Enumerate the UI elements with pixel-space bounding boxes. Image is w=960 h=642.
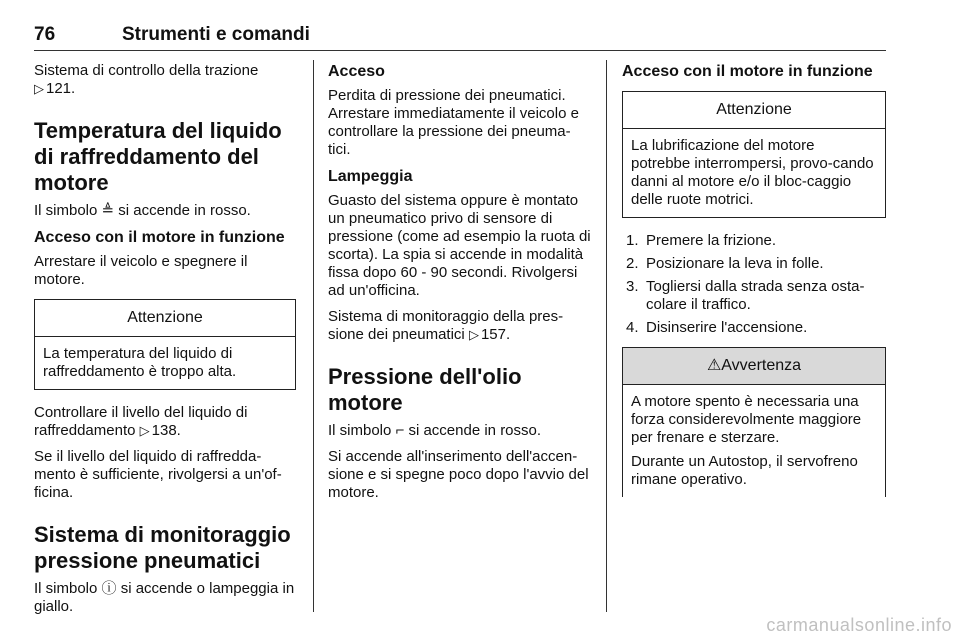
fault-paragraph: Guasto del sistema oppure è montato un pneumatico privo di sensore di pressione (come ad esempio la ruota di scorta). La spia si accende in modalità fissa dopo 60 - 90 secondi. Rivolgersi ad un'officina. <box>328 192 591 299</box>
column-2 <box>328 62 592 510</box>
watermark: carmanualsonline.info <box>766 615 952 635</box>
stop-paragraph: Arrestare il veicolo e spegnere il motore. <box>34 253 248 288</box>
page-link[interactable]: 157. <box>480 326 511 343</box>
warning-box <box>622 347 886 497</box>
heading-tyre-pressure-monitoring: Sistema di monitoraggio pressione pneumatici <box>34 522 291 573</box>
heading-coolant-temperature: Temperatura del liquido di raffreddamento del motore <box>34 118 282 195</box>
column-divider <box>313 60 314 612</box>
warning-text: A motore spento è necessaria una forza considerevolmente maggiore per frenare e sterzare. <box>631 393 862 446</box>
heading-on: Acceso <box>328 63 385 80</box>
oil-can-icon: ⌐ <box>395 422 405 439</box>
oil-paragraph: Il simbolo ⌐ si accende in rosso. <box>328 422 542 439</box>
list-item: 2. Posizionare la leva in folle. <box>626 255 824 272</box>
page-number: 76 <box>34 24 56 45</box>
column-divider <box>606 60 607 612</box>
page-title: Strumenti e comandi <box>122 24 310 45</box>
heading-oil-pressure: Pressione dell'olio motore <box>328 364 522 415</box>
column-3 <box>622 62 886 511</box>
caution-title: Attenzione <box>35 300 295 337</box>
list-item: 3. Togliersi dalla strada senza osta-colare il traffico. <box>626 278 865 313</box>
steps-list <box>622 232 886 337</box>
heading-engine-running: Acceso con il motore in funzione <box>34 229 285 246</box>
reference-arrow-icon: ▷ <box>34 81 44 96</box>
caution-text: La temperatura del liquido di raffreddamento è troppo alta. <box>43 345 237 380</box>
caution-text: La lubrificazione del motore potrebbe interrompersi, provo-cando danni al motore e/o il bloc-caggio delle ruote motrici. <box>631 137 874 208</box>
coolant-temperature-icon: ≜ <box>101 202 115 219</box>
system-paragraph: Sistema di monitoraggio della pres-sione dei pneumatici ▷ 157. <box>328 308 564 343</box>
tyre-pressure-icon: ⓘ <box>101 580 117 597</box>
ignition-paragraph: Si accende all'inserimento dell'accen-sione e si spegne poco dopo l'avvio del motore. <box>328 448 589 501</box>
page-link[interactable]: 121. <box>46 80 76 97</box>
caution-box <box>34 299 296 390</box>
warning-text: Durante un Autostop, il servofreno rimane operativo. <box>631 453 858 488</box>
tyre-paragraph: Il simbolo ⓘ si accende o lampeggia in giallo. <box>34 580 295 615</box>
heading-flashing: Lampeggia <box>328 168 413 185</box>
warning-icon: ⚠ <box>706 357 722 374</box>
caution-box <box>622 91 886 218</box>
reference-arrow-icon: ▷ <box>139 423 150 438</box>
sufficient-paragraph: Se il livello del liquido di raffredda-mento è sufficiente, rivolgersi a un'of-ficina. <box>34 448 282 501</box>
intro-paragraph: Sistema di controllo della trazione ▷ 121. <box>34 62 259 97</box>
heading-engine-running: Acceso con il motore in funzione <box>622 63 873 80</box>
warning-title: ⚠Avvertenza <box>623 348 885 385</box>
loss-paragraph: Perdita di pressione dei pneumatici. Arrestare immediatamente il veicolo e controllare la pressione dei pneuma-tici. <box>328 87 579 158</box>
reference-arrow-icon: ▷ <box>468 327 479 342</box>
check-paragraph: Controllare il livello del liquido di raffreddamento ▷ 138. <box>34 404 248 439</box>
list-item: 1. Premere la frizione. <box>626 232 777 249</box>
list-item: 4. Disinserire l'accensione. <box>626 319 808 336</box>
caution-title: Attenzione <box>623 92 885 129</box>
column-1 <box>34 62 296 624</box>
page-link[interactable]: 138. <box>151 422 181 439</box>
coolant-paragraph: Il simbolo ≜ si accende in rosso. <box>34 202 251 219</box>
page-header <box>34 24 886 51</box>
